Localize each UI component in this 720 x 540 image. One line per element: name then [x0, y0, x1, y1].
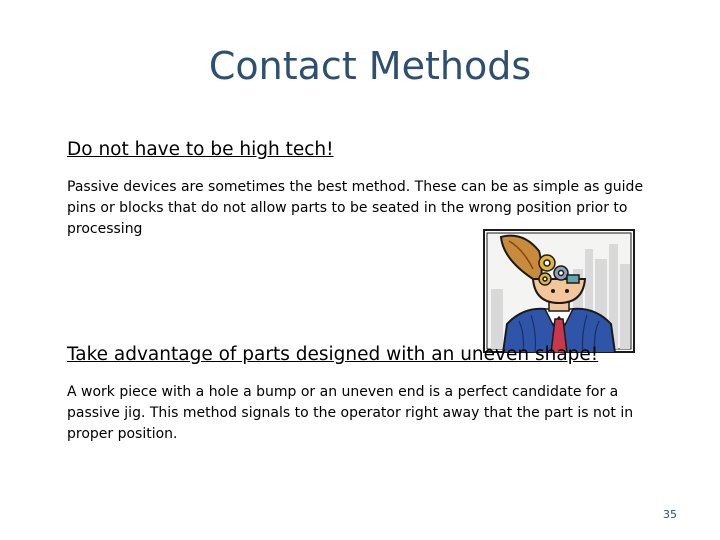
thinking-head-gears-icon: [483, 229, 635, 353]
slide-title: Contact Methods: [208, 44, 532, 88]
page-number: 35: [663, 508, 677, 521]
section-body-passive-devices: Passive devices are sometimes the best method. These can be as simple as guide pins or blocks that do not allow parts to be seated in the wrong position prior to processing: [67, 179, 644, 237]
section-heading-high-tech: Do not have to be high tech!: [67, 139, 334, 160]
section-heading-uneven-shape: Take advantage of parts designed with an uneven shape!: [67, 344, 599, 365]
section-body-passive-jig: A work piece with a hole a bump or an uneven end is a perfect candidate for a passive jig. This method signals to the operator right away that the part is not in proper position.: [67, 384, 634, 442]
